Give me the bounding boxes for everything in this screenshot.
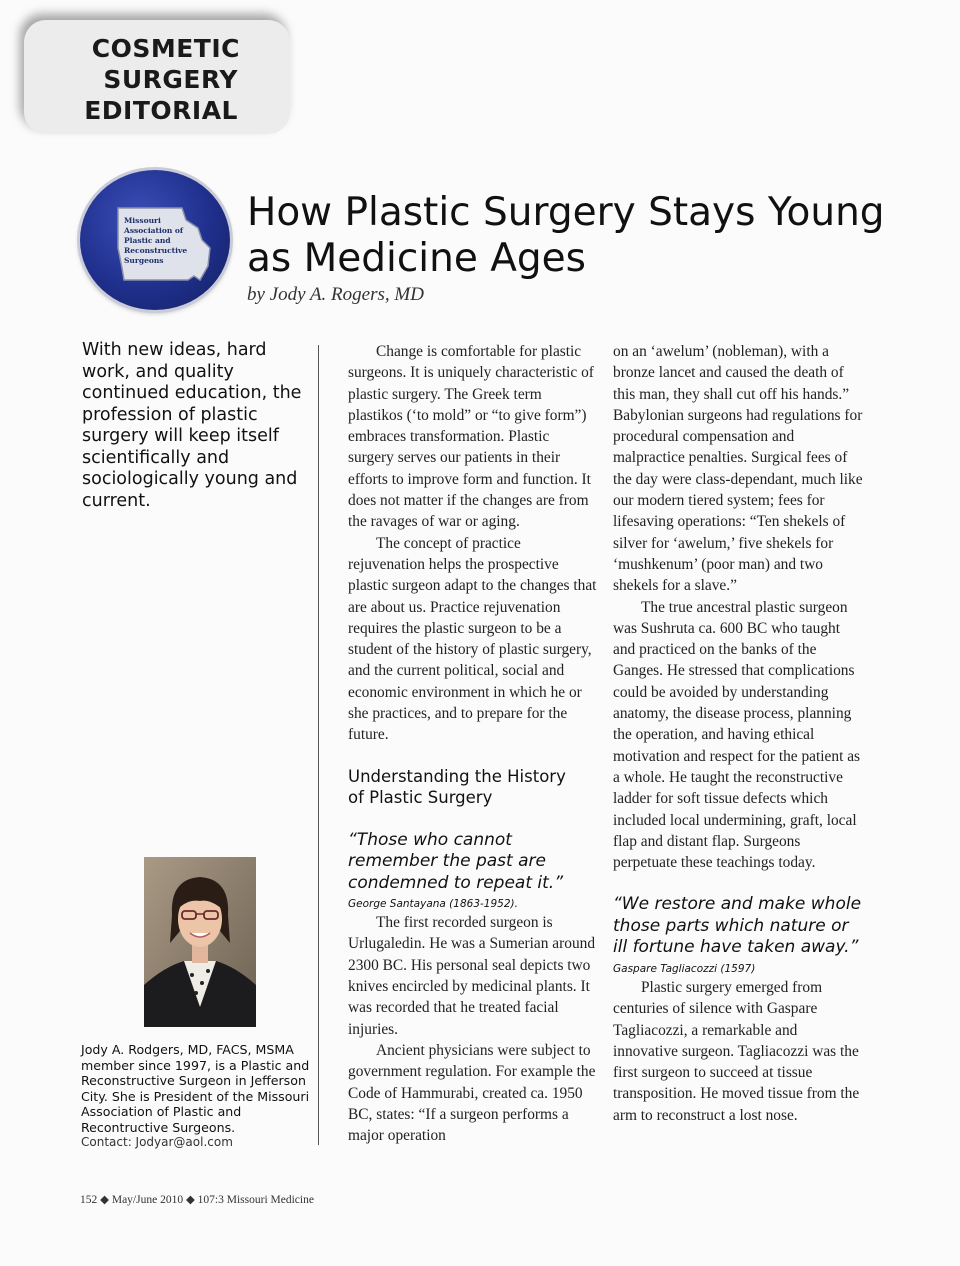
article-column-2	[613, 341, 863, 1126]
section-heading: Understanding the History of Plastic Surgery	[348, 766, 566, 808]
quote-attribution: Gaspare Tagliacozzi (1597)	[613, 962, 756, 975]
section-tab-line2: SURGERY	[103, 65, 238, 94]
section-tab	[24, 20, 290, 134]
section-tab-line1: COSMETIC	[91, 34, 240, 63]
author-bio: Jody A. Rodgers, MD, FACS, MSMA member since 1997, is a Plastic and Reconstructive Surgeon in Jefferson City. She is President of the Missouri Association of Plastic and Recontructive Surgeons.	[81, 1042, 310, 1135]
quote-attribution: George Santayana (1863-1952).	[348, 898, 518, 911]
paragraph: Ancient physicians were subject to government regulation. For example the Code of Hammurabi, created ca. 1950 BC, states: “If a surgeon performs a major operation	[348, 1041, 596, 1145]
section-tab-line3: EDITORIAL	[84, 96, 238, 125]
paragraph: Plastic surgery emerged from centuries of silence with Gaspare Tagliacozzi, a remarkable and innovative surgeon. Tagliacozzi was the first surgeon to succeed at tissue transposition. He moved tissue from the arm to reconstruct a lost nose.	[613, 978, 860, 1124]
title-line2: as Medicine Ages	[247, 236, 586, 281]
title-line1: How Plastic Surgery Stays Young	[247, 190, 885, 235]
byline: by Jody A. Rogers, MD	[247, 284, 424, 305]
paragraph: The true ancestral plastic surgeon was Sushruta ca. 600 BC who taught and practiced on the banks of the Ganges. He stressed that complications could be avoided by understanding anatomy, the disease process, planning the operation, and having ethical motivation and respect for the patient as a whole. He taught the reconstructive ladder for soft tissue defects which included local undermining, graft, local flap and distant flap. Surgeons perpetuate these teachings today.	[613, 598, 861, 872]
article-column-1	[348, 341, 598, 1146]
author-photo	[144, 857, 256, 1027]
paragraph: on an ‘awelum’ (nobleman), with a bronze lancet and caused the death of this man, they shall cut off his hands.” Babylonian surgeons had regulations for procedural compensation and malpractice penalties. Surgical fees of the day were class-dependant, much like our modern tiered system; fees for lifesaving operations: “Ten shekels of silver for ‘awelum,’ five shekels for ‘mushkenum’ (poor man) and two shekels for a slave.”	[613, 343, 863, 595]
paragraph: Change is comfortable for plastic surgeons. It is uniquely characteristic of plastic surgery. The Greek term plastikos (‘to mold” or “to give form”) embraces transformation. Plastic surgery serves our patients in their efforts to improve form and function. It does not matter if the changes are from the ravages of war or aging.	[348, 343, 594, 531]
author-caption	[81, 1042, 326, 1151]
column-divider	[318, 345, 319, 1145]
block-quote: “We restore and make whole those parts which nature or ill fortune have taken away.”	[613, 894, 862, 958]
paragraph: The first recorded surgeon is Urlugaledin. He was a Sumerian around 2300 BC. His personal seal depicts two knives encircled by medicinal plants. It was recorded that he treated facial injuries.	[348, 914, 596, 1038]
paragraph: The concept of practice rejuvenation helps the prospective plastic surgeon adapt to the changes that are about us. Practice rejuvenation requires the plastic surgeon to be a student of the history of plastic surgery, and the current political, social and economic environment in which he or she practices, and to prepare for the future.	[348, 534, 597, 744]
author-contact: Contact: Jodyar@aol.com	[81, 1135, 233, 1149]
article-title	[247, 190, 927, 282]
page-footer: 152 ◆ May/June 2010 ◆ 107:3 Missouri Medicine	[80, 1194, 314, 1206]
logo-text: Missouri Association of Plastic and Reconstructive Surgeons	[124, 216, 188, 265]
pull-quote: With new ideas, hard work, and quality continued education, the profession of plastic surgery will keep itself scientifically and sociologically young and current.	[82, 340, 302, 511]
block-quote: “Those who cannot remember the past are condemned to repeat it.”	[348, 829, 564, 893]
